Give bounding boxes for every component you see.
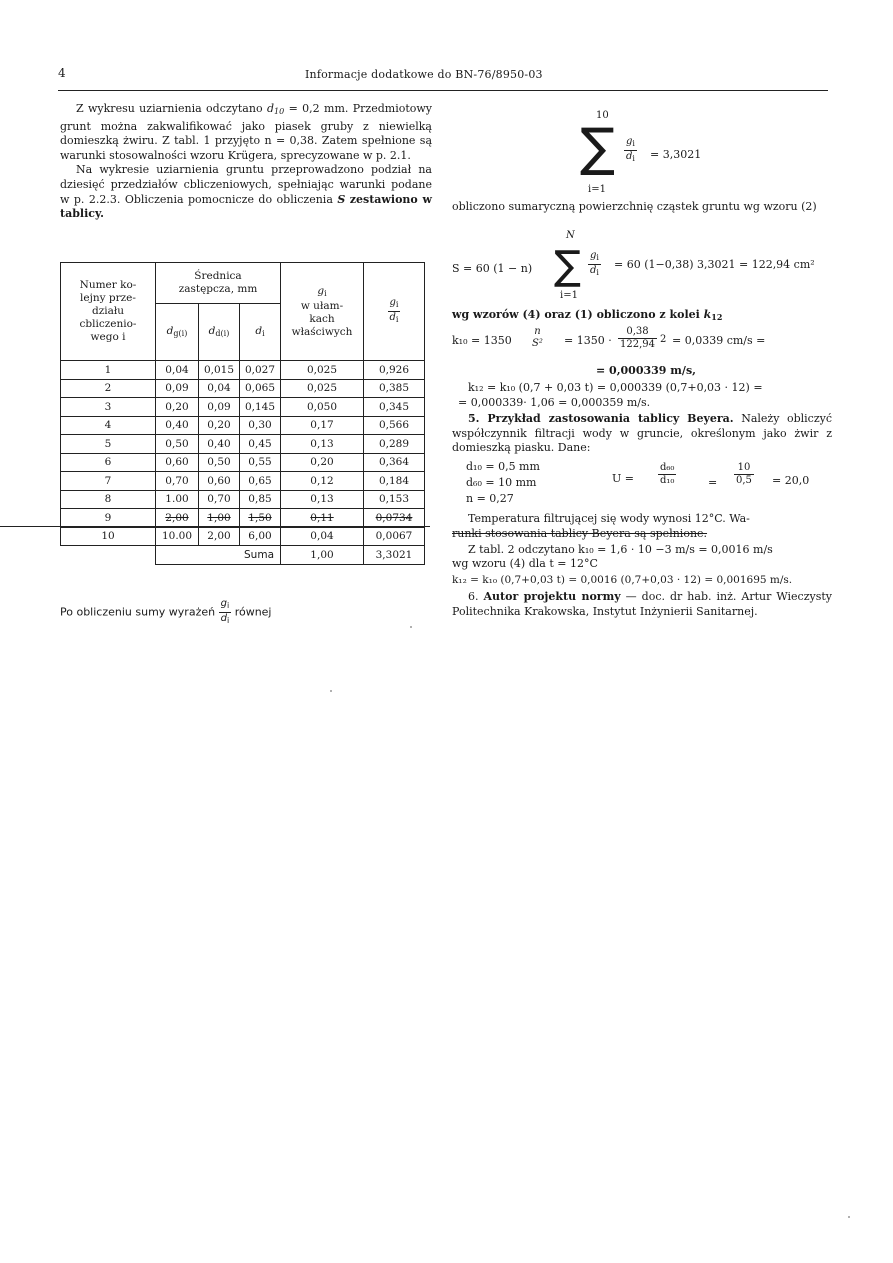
- k10-frac-num: n: [534, 326, 541, 337]
- d10-line: d₁₀ = 0,5 mm: [466, 460, 540, 473]
- suma-g: 1,00: [281, 546, 364, 565]
- scan-speck: [410, 626, 412, 628]
- u-frac2-den: 0,5: [736, 475, 752, 486]
- table-cell-g: 0,17: [281, 416, 364, 435]
- header-row-number: [61, 263, 156, 361]
- table-cell-r: 0,0067: [364, 527, 425, 546]
- table-cell-i: 4: [61, 416, 156, 435]
- table-cell-i: 9: [61, 509, 156, 528]
- hdr-no-line2: lejny prze-: [80, 292, 136, 304]
- k12-line2: = 0,000339· 1,06 = 0,000359 m/s.: [458, 396, 651, 409]
- table-cell-dd: 2,00: [199, 527, 240, 546]
- table-cell-d: 0,55: [240, 453, 281, 472]
- u-result: = 20,0: [772, 474, 810, 487]
- p6-text: — doc. dr hab. inż. Artur Wieczysty Politechnika Krakowska, Instytut Inżynierii Sanitarnej.: [452, 590, 832, 618]
- sigma-icon-2: ∑: [554, 243, 581, 289]
- footer-den: d: [220, 613, 227, 624]
- sum1-num-sub: i: [632, 139, 635, 148]
- k10-result2: = 0,000339 m/s,: [596, 364, 696, 377]
- table-cell-dg: 10.00: [156, 527, 199, 546]
- dd-sub: d(i): [215, 328, 230, 338]
- table-cell-dg: 0,09: [156, 379, 199, 398]
- k10-frac2-den: 122,94: [620, 339, 655, 350]
- sum2-num-sub: i: [596, 253, 599, 262]
- hdr-no-line3: działu: [91, 305, 125, 317]
- k10-lhs: k₁₀ = 1350: [452, 334, 512, 347]
- paragraph-1: [60, 102, 432, 163]
- k10-frac-den: S²: [532, 338, 543, 349]
- gi-sub: i: [324, 288, 327, 298]
- table-cell-r: 0,364: [364, 453, 425, 472]
- gi-caption-2: kach: [309, 312, 335, 325]
- table-row: [61, 509, 425, 528]
- hdr-no-line4: cbliczenio-: [79, 318, 137, 330]
- table-cell-r: 0,184: [364, 472, 425, 491]
- header-gi: [281, 263, 364, 361]
- table-cell-i: 5: [61, 435, 156, 454]
- calculation-table: [60, 262, 428, 565]
- table-cell-r: 0,345: [364, 398, 425, 417]
- table-cell-r: 0,926: [364, 361, 425, 380]
- k-symbol: k: [703, 308, 712, 321]
- u-frac1: [658, 462, 676, 487]
- para2-text-b: zestawiono w tablicy.: [60, 192, 433, 221]
- left-paragraphs: [60, 102, 432, 222]
- p6-number: 6.: [468, 590, 479, 603]
- table-cell-g: 0,050: [281, 398, 364, 417]
- scan-speck: [848, 1216, 850, 1218]
- table-cell-g: 0,025: [281, 379, 364, 398]
- sum2-num: g: [590, 250, 597, 261]
- gi-caption-1: w ułam-: [300, 299, 344, 312]
- k-sub: 12: [711, 312, 723, 322]
- table-cell-d: 0,85: [240, 490, 281, 509]
- sum1-fraction: [624, 136, 637, 165]
- table-cell-d: 1,50: [240, 509, 281, 528]
- para1-text: Z wykresu uziarnienia odczytano: [76, 102, 263, 115]
- table-cell-dg: 2,00: [156, 509, 199, 528]
- table-cell-dd: 0,20: [199, 416, 240, 435]
- hdr-srednica-line2: zastępcza, mm: [178, 283, 258, 295]
- table-cell-dd: 0,50: [199, 453, 240, 472]
- table-cell-dg: 0,04: [156, 361, 199, 380]
- table-cell-dd: 0,40: [199, 435, 240, 454]
- sum2-top: N: [566, 230, 575, 241]
- table-cell-d: 0,65: [240, 472, 281, 491]
- table-cell-r: 0,566: [364, 416, 425, 435]
- right-text2: [452, 308, 832, 325]
- k12-line1: k₁₂ = k₁₀ (0,7 + 0,03 t) = 0,000339 (0,7+0,03 · 12) =: [468, 381, 763, 394]
- table: [60, 262, 425, 565]
- temperature-paragraph: [452, 512, 832, 541]
- u-eq: =: [708, 476, 718, 489]
- table-row: [61, 435, 425, 454]
- u-frac2-num: 10: [734, 462, 754, 475]
- hdr-srednica-line1: Średnica: [194, 270, 242, 282]
- k10-result: = 0,0339 cm/s =: [672, 334, 766, 347]
- tabl2-line2: wg wzoru (4) dla t = 12°C: [452, 557, 598, 570]
- table-row: [61, 416, 425, 435]
- table-cell-dg: 0,20: [156, 398, 199, 417]
- right-text1: obliczono sumaryczną powierzchnię cząstek gruntu wg wzoru (2): [452, 200, 817, 213]
- u-frac2: [734, 462, 754, 487]
- paragraph-2: [60, 163, 432, 221]
- table-cell-g: 0,12: [281, 472, 364, 491]
- u-frac-den: d₁₀: [660, 475, 675, 486]
- suma-empty-cell: [61, 546, 156, 565]
- table-row-suma: [61, 546, 425, 565]
- table-cell-r: 0,385: [364, 379, 425, 398]
- ratio-fraction: [388, 297, 401, 326]
- strike-rule-left: [0, 526, 430, 527]
- table-cell-d: 6,00: [240, 527, 281, 546]
- sum1-num: g: [626, 136, 633, 147]
- table-cell-d: 0,45: [240, 435, 281, 454]
- sum1-den-sub: i: [632, 154, 635, 163]
- table-row: [61, 379, 425, 398]
- suma-label: Suma: [156, 546, 281, 565]
- table-cell-dd: 1,00: [199, 509, 240, 528]
- u-lhs: U =: [612, 472, 634, 485]
- header-dd: [199, 304, 240, 361]
- left-footer: [60, 598, 432, 627]
- text2: wg wzorów (4) oraz (1) obliczono z kolei: [452, 308, 700, 321]
- table-cell-r: 0,289: [364, 435, 425, 454]
- table-cell-g: 0,20: [281, 453, 364, 472]
- s-symbol: S: [337, 192, 346, 206]
- table-row: [61, 453, 425, 472]
- k10-frac2: [618, 326, 657, 351]
- table-cell-i: 7: [61, 472, 156, 491]
- k12b-line: k₁₂ = k₁₀ (0,7+0,03 t) = 0,0016 (0,7+0,03 · 12) = 0,001695 m/s.: [452, 574, 793, 586]
- table-cell-dd: 0,04: [199, 379, 240, 398]
- sum1-result: = 3,3021: [650, 148, 702, 161]
- suma-ratio: 3,3021: [364, 546, 425, 565]
- temp-line2: runki stosowania tablicy Beyera są spełnione.: [452, 526, 708, 540]
- table-cell-dd: 0,09: [199, 398, 240, 417]
- dg-symbol: d: [166, 324, 174, 337]
- table-cell-r: 0,0734: [364, 509, 425, 528]
- footer-text-b: równej: [234, 605, 272, 619]
- gi-symbol: g: [317, 284, 325, 297]
- di-sub: i: [262, 328, 265, 338]
- dd-symbol: d: [208, 324, 216, 337]
- table-cell-dg: 0,60: [156, 453, 199, 472]
- table-cell-d: 0,065: [240, 379, 281, 398]
- sigma-icon: ∑: [580, 118, 616, 178]
- p5-text: Należy obliczyć współczynnik filtracji wody w gruncie, określonym jako żwir z domieszką piasku. Dane:: [452, 412, 832, 455]
- table-cell-i: 1: [61, 361, 156, 380]
- sum1-top: 10: [596, 110, 609, 121]
- footer-num-sub: i: [226, 601, 230, 610]
- scan-speck: [330, 690, 332, 692]
- footer-text: Po obliczeniu sumy wyrażeń: [60, 605, 216, 619]
- gi-caption-3: właściwych: [291, 325, 353, 338]
- table-cell-dd: 0,60: [199, 472, 240, 491]
- ratio-num-sub: i: [395, 300, 399, 309]
- sum2-lhs: S = 60 (1 − n): [452, 262, 533, 275]
- k10-frac2-num: 0,38: [618, 326, 657, 339]
- sum2-den: d: [590, 265, 597, 276]
- table-cell-d: 0,145: [240, 398, 281, 417]
- header-di: [240, 304, 281, 361]
- dg-sub: g(i): [173, 328, 188, 338]
- d60-line: d₆₀ = 10 mm: [466, 476, 537, 489]
- hdr-no-line1: Numer ko-: [79, 279, 137, 291]
- sum2-rhs: = 60 (1−0,38) 3,3021 = 122,94 cm²: [614, 258, 815, 271]
- table-cell-g: 0,11: [281, 509, 364, 528]
- running-title: Informacje dodatkowe do BN-76/8950-03: [305, 68, 543, 81]
- temp-line: Temperatura filtrującej się wody wynosi 12°C. Wa-: [468, 512, 750, 525]
- u-frac-num: d₆₀: [660, 462, 675, 473]
- para2-text: Na wykresie uziarnienia gruntu przeprowadzono podział na dziesięć przedziałów cbliczeniowych, spełniając warunki podane w p. 2.2.3. Obliczenia pomocnicze do obliczenia: [60, 163, 432, 206]
- hdr-no-line5: wego i: [90, 331, 126, 343]
- sum2-bottom: i=1: [560, 290, 578, 301]
- header-srednica: [156, 263, 281, 304]
- table-cell-g: 0,025: [281, 361, 364, 380]
- table-body: [61, 361, 425, 565]
- table-cell-dg: 0,50: [156, 435, 199, 454]
- table-cell-i: 2: [61, 379, 156, 398]
- ratio-den: d: [389, 312, 396, 323]
- tabl2-line1: Z tabl. 2 odczytano k₁₀ = 1,6 · 10 −3 m/s = 0,0016 m/s: [468, 543, 773, 556]
- table-cell-i: 3: [61, 398, 156, 417]
- sum1-den: d: [626, 151, 633, 162]
- header-rule: [58, 90, 828, 91]
- sum1-bottom: i=1: [588, 184, 606, 195]
- footer-num: g: [220, 598, 227, 609]
- table-cell-dd: 0,015: [199, 361, 240, 380]
- table-cell-r: 0,153: [364, 490, 425, 509]
- table-cell-i: 10: [61, 527, 156, 546]
- table-cell-d: 0,30: [240, 416, 281, 435]
- table-row: [61, 398, 425, 417]
- table-row: [61, 527, 425, 546]
- n-line: n = 0,27: [466, 492, 514, 505]
- table-cell-g: 0,13: [281, 435, 364, 454]
- table-cell-i: 6: [61, 453, 156, 472]
- table-cell-dg: 0,40: [156, 416, 199, 435]
- di-symbol: d: [255, 324, 263, 337]
- ratio-den-sub: i: [395, 315, 399, 324]
- p5-title: 5. Przykład zastosowania tablicy Beyera.: [468, 412, 734, 425]
- d10-symbol: d: [266, 102, 274, 115]
- table-cell-g: 0,13: [281, 490, 364, 509]
- page-number: 4: [58, 66, 66, 80]
- k10-frac1: [530, 326, 545, 350]
- k10-exp: 2: [660, 334, 667, 345]
- table-cell-dg: 0,70: [156, 472, 199, 491]
- header-ratio: [364, 263, 425, 361]
- table-row: [61, 472, 425, 491]
- d10-subscript: 10: [274, 107, 285, 116]
- footer-fraction: [219, 598, 232, 627]
- table-cell-dd: 0,70: [199, 490, 240, 509]
- table-cell-g: 0,04: [281, 527, 364, 546]
- table-cell-i: 8: [61, 490, 156, 509]
- sum2-fraction: [588, 250, 601, 279]
- table-cell-d: 0,027: [240, 361, 281, 380]
- header-dg: [156, 304, 199, 361]
- section-6: [452, 590, 832, 619]
- para1-text-b: = 0,2 mm. Przedmiotowy grunt można zakwalifikować jako piasek gruby z niewielką domieszką żwiru. Z tabl. 1 przyjęto n = 0,38. Zatem spełnione są warunki stosowalności wzoru Krügera, sprecyzowane w p. 2.1.: [60, 102, 433, 162]
- k10-mid: = 1350 ·: [564, 334, 612, 347]
- section-5: [452, 412, 832, 456]
- ratio-num: g: [389, 297, 396, 308]
- table-cell-dg: 1.00: [156, 490, 199, 509]
- table-row: [61, 490, 425, 509]
- sum2-den-sub: i: [596, 268, 599, 277]
- table-row: [61, 361, 425, 380]
- p6-title: Autor projektu normy: [483, 590, 621, 603]
- footer-den-sub: i: [226, 616, 230, 625]
